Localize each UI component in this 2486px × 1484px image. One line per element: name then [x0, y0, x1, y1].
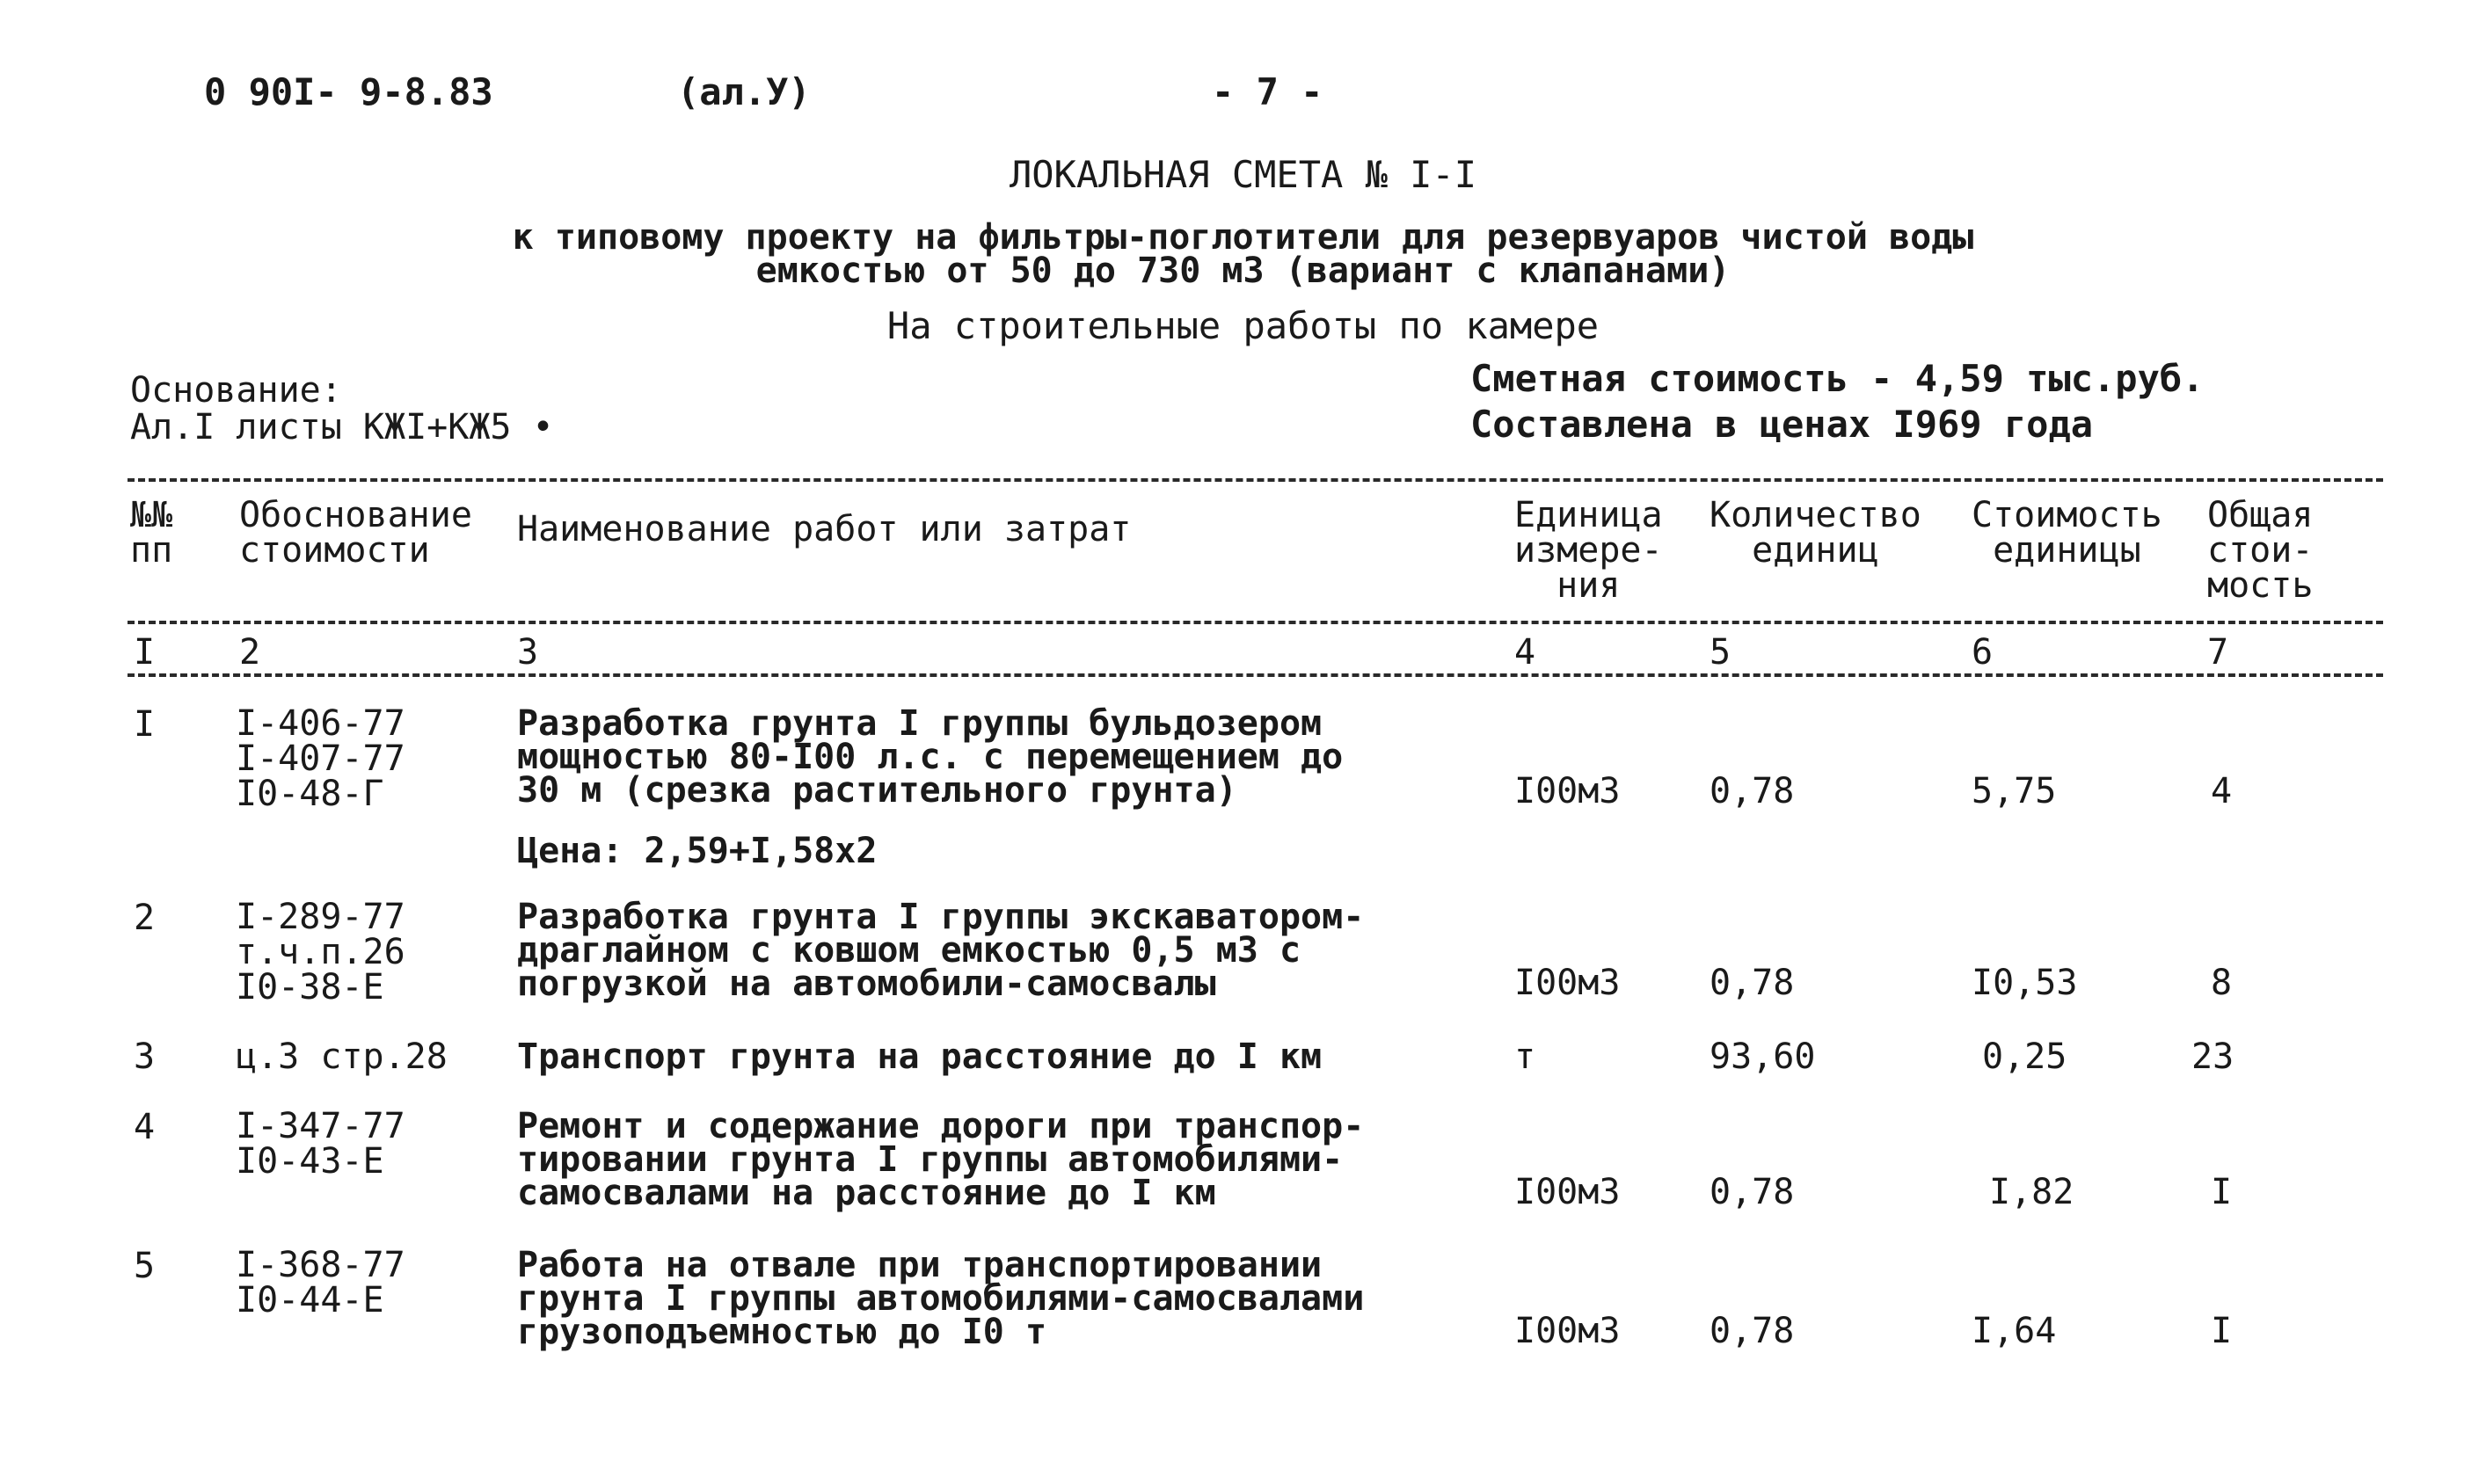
- colnum-4: 4: [1514, 632, 1536, 673]
- row-basis: I-406-77 I-407-77 I0-48-Г: [236, 703, 405, 814]
- table-header-rule: [128, 621, 2383, 624]
- row-basis: ц.3 стр.28: [236, 1037, 448, 1077]
- document-code: 0 90I- 9-8.83: [204, 70, 493, 113]
- row-unit-price: I,82: [1989, 1172, 2074, 1212]
- row-basis: I-289-77 т.ч.п.26 I0-38-Е: [236, 897, 405, 1008]
- table-colnum-rule: [128, 673, 2383, 677]
- document-subtitle-1: к типовому проекту на фильтры-поглотители для резервуаров чистой воды: [512, 217, 1974, 258]
- header-col-3: Наименование работ или затрат: [517, 509, 1132, 549]
- header-col-6: Стоимость единицы: [1972, 495, 2162, 571]
- colnum-3: 3: [517, 632, 539, 673]
- row-work-name: Работа на отвале при транспортировании грунта I группы автомобилями-самосвалами грузоподъемностью до I0 т: [517, 1245, 1365, 1352]
- row-unit-price: 5,75: [1972, 771, 2057, 811]
- row-unit: I00м3: [1514, 771, 1621, 811]
- header-col-4: Единица измере- ния: [1514, 495, 1663, 606]
- row-quantity: 0,78: [1710, 963, 1795, 1003]
- row-total: I: [2211, 1311, 2233, 1351]
- row-number: 4: [134, 1107, 156, 1147]
- row-quantity: 0,78: [1710, 1172, 1795, 1212]
- header-col-5: Количество единиц: [1710, 495, 1921, 571]
- row-number: I: [134, 704, 156, 745]
- price-basis: Составлена в ценах I969 года: [1470, 403, 2094, 446]
- header-col-7: Общая стои- мость: [2207, 495, 2314, 606]
- row-work-name: Разработка грунта I группы экскаватором- драглайном с ковшом емкостью 0,5 м3 с погрузкой на автомобили-самосвалы: [517, 897, 1365, 1004]
- document-subtitle-2: емкостью от 50 до 730 м3 (вариант с клапанами): [755, 251, 1731, 291]
- row-basis: I-347-77 I0-43-Е: [236, 1106, 405, 1182]
- row-unit-price: I0,53: [1972, 963, 2078, 1003]
- row-unit: т: [1514, 1037, 1536, 1077]
- row-total: 8: [2211, 963, 2233, 1003]
- row-quantity: 0,78: [1710, 1311, 1795, 1351]
- estimated-cost: Сметная стоимость - 4,59 тыс.руб.: [1470, 357, 2205, 400]
- row-work-name: Транспорт грунта на расстояние до I км: [517, 1037, 1323, 1077]
- colnum-5: 5: [1710, 632, 1731, 673]
- album-label: (ал.У): [677, 70, 811, 113]
- basis-value: Ал.I листы КЖI+КЖ5 •: [130, 407, 554, 447]
- colnum-2: 2: [239, 632, 261, 673]
- page-number: - 7 -: [1212, 70, 1323, 113]
- row-unit-price: 0,25: [1982, 1037, 2067, 1077]
- row-quantity: 93,60: [1710, 1037, 1816, 1077]
- header-col-2: Обоснование стоимости: [239, 495, 472, 571]
- row-unit: I00м3: [1514, 963, 1621, 1003]
- row-price-note: Цена: 2,59+I,58х2: [517, 831, 878, 871]
- row-number: 5: [134, 1246, 156, 1286]
- row-total: I: [2211, 1172, 2233, 1212]
- colnum-1: I: [134, 632, 156, 673]
- row-basis: I-368-77 I0-44-Е: [236, 1245, 405, 1320]
- basis-label: Основание:: [130, 370, 342, 411]
- document-title: ЛОКАЛЬНАЯ СМЕТА № I-I: [1009, 153, 1476, 196]
- row-work-name: Разработка грунта I группы бульдозером мощностью 80-I00 л.с. с перемещением до 30 м (срезка растительного грунта): [517, 703, 1344, 811]
- row-work-name: Ремонт и содержание дороги при транспор- тировании грунта I группы автомобилями- самосвалами на расстояние до I км: [517, 1106, 1365, 1213]
- row-unit-price: I,64: [1972, 1311, 2057, 1351]
- row-total: 4: [2211, 771, 2233, 811]
- colnum-6: 6: [1972, 632, 1994, 673]
- row-unit: I00м3: [1514, 1172, 1621, 1212]
- row-number: 3: [134, 1037, 156, 1077]
- header-col-1: №№ пп: [130, 495, 173, 571]
- table-top-rule: [128, 478, 2383, 482]
- row-unit: I00м3: [1514, 1311, 1621, 1351]
- row-number: 2: [134, 898, 156, 938]
- colnum-7: 7: [2207, 632, 2229, 673]
- row-total: 23: [2191, 1037, 2234, 1077]
- document-subtitle-3: На строительные работы по камере: [886, 304, 1600, 347]
- row-quantity: 0,78: [1710, 771, 1795, 811]
